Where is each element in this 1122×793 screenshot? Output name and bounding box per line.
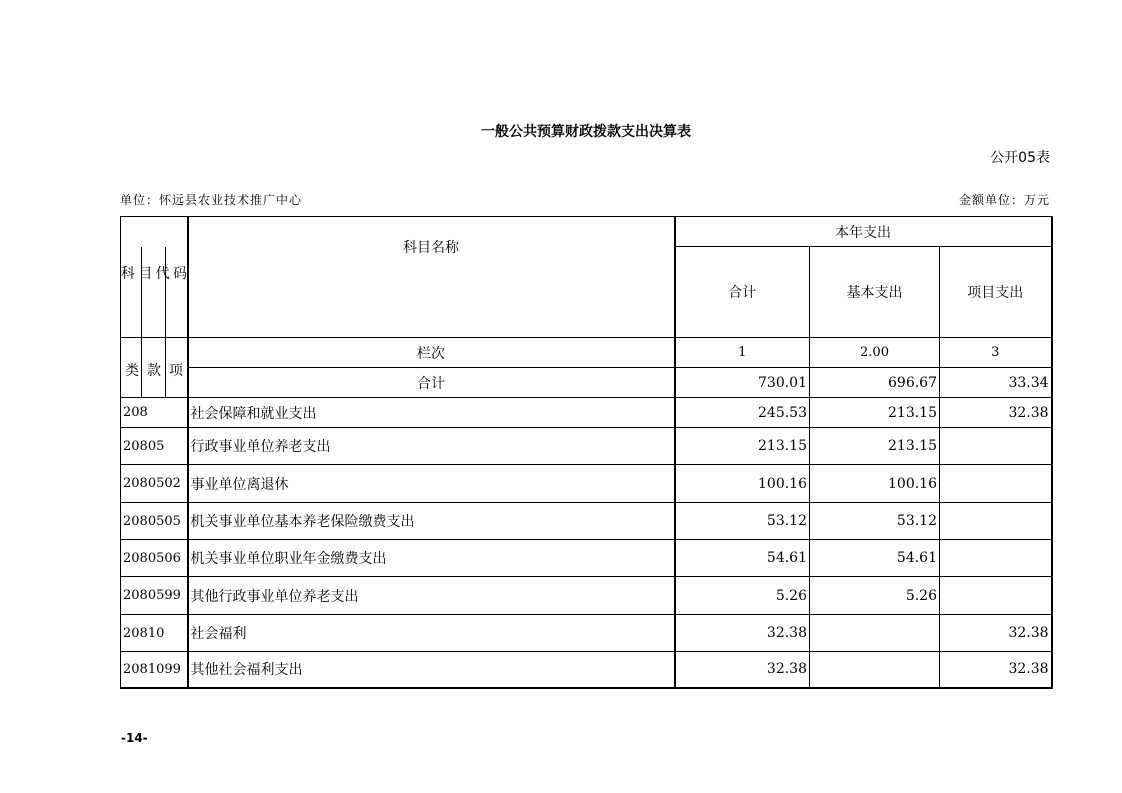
row-project bbox=[940, 503, 1052, 540]
total-row-project: 33.34 bbox=[940, 368, 1052, 398]
col-index-3: 3 bbox=[940, 338, 1052, 368]
row-total: 213.15 bbox=[675, 428, 810, 465]
row-basic: 213.15 bbox=[810, 428, 940, 465]
row-name: 社会福利 bbox=[188, 615, 675, 652]
row-total: 100.16 bbox=[675, 465, 810, 503]
row-project bbox=[940, 540, 1052, 577]
row-project: 32.38 bbox=[940, 652, 1052, 688]
row-basic bbox=[810, 615, 940, 652]
table-row bbox=[121, 428, 1052, 465]
row-name: 事业单位离退休 bbox=[188, 465, 675, 503]
code-subheader-cell bbox=[121, 338, 188, 398]
row-basic: 54.61 bbox=[810, 540, 940, 577]
currency-unit: 金额单位：万元 bbox=[958, 193, 1050, 207]
row-total: 32.38 bbox=[675, 615, 810, 652]
row-name: 社会保障和就业支出 bbox=[188, 398, 675, 428]
col-index-2: 2.00 bbox=[810, 338, 940, 368]
table-row bbox=[121, 652, 1052, 688]
name-header: 科目名称 bbox=[188, 217, 675, 338]
row-code: 2081099 bbox=[121, 652, 188, 688]
col-header-total: 合计 bbox=[675, 247, 810, 338]
row-total: 245.53 bbox=[675, 398, 810, 428]
code-header-cell bbox=[121, 217, 188, 338]
row-basic: 100.16 bbox=[810, 465, 940, 503]
row-basic: 213.15 bbox=[810, 398, 940, 428]
row-code: 2080505 bbox=[121, 503, 188, 540]
row-name: 其他行政事业单位养老支出 bbox=[188, 577, 675, 615]
row-basic bbox=[810, 652, 940, 688]
table-row bbox=[121, 465, 1052, 503]
table-row bbox=[121, 577, 1052, 615]
row-code: 2080506 bbox=[121, 540, 188, 577]
row-code: 20810 bbox=[121, 615, 188, 652]
row-total: 54.61 bbox=[675, 540, 810, 577]
row-basic: 5.26 bbox=[810, 577, 940, 615]
col-header-project: 项目支出 bbox=[940, 247, 1052, 338]
row-project bbox=[940, 428, 1052, 465]
col-index-1: 1 bbox=[675, 338, 810, 368]
row-name: 其他社会福利支出 bbox=[188, 652, 675, 688]
row-code: 20805 bbox=[121, 428, 188, 465]
table-row bbox=[121, 615, 1052, 652]
expenditure-table bbox=[120, 216, 1053, 689]
row-project bbox=[940, 577, 1052, 615]
row-code: 2080502 bbox=[121, 465, 188, 503]
total-row-basic: 696.67 bbox=[810, 368, 940, 398]
total-row-total: 730.01 bbox=[675, 368, 810, 398]
row-basic: 53.12 bbox=[810, 503, 940, 540]
row-code: 208 bbox=[121, 398, 188, 428]
reporting-unit: 单位：怀远县农业技术推广中心 bbox=[120, 193, 303, 207]
row-project: 32.38 bbox=[940, 398, 1052, 428]
code-header-label: 科 目 代 码 bbox=[121, 266, 187, 282]
row-project bbox=[940, 465, 1052, 503]
total-row-label: 合计 bbox=[188, 368, 675, 398]
form-number: 公开05表 bbox=[990, 150, 1050, 166]
row-code: 2080599 bbox=[121, 577, 188, 615]
code-subheader-labels: 类 款 项 bbox=[125, 363, 183, 379]
table-row bbox=[121, 398, 1052, 428]
row-total: 5.26 bbox=[675, 577, 810, 615]
group-header: 本年支出 bbox=[675, 217, 1052, 247]
page-title: 一般公共预算财政拨款支出决算表 bbox=[481, 124, 691, 140]
row-project: 32.38 bbox=[940, 615, 1052, 652]
row-total: 53.12 bbox=[675, 503, 810, 540]
row-total: 32.38 bbox=[675, 652, 810, 688]
row-name: 机关事业单位基本养老保险缴费支出 bbox=[188, 503, 675, 540]
table-row bbox=[121, 503, 1052, 540]
row-name: 行政事业单位养老支出 bbox=[188, 428, 675, 465]
row-name: 机关事业单位职业年金缴费支出 bbox=[188, 540, 675, 577]
page-number: -14- bbox=[121, 731, 148, 745]
table-row bbox=[121, 540, 1052, 577]
col-header-basic: 基本支出 bbox=[810, 247, 940, 338]
row-index-label: 栏次 bbox=[188, 338, 675, 368]
